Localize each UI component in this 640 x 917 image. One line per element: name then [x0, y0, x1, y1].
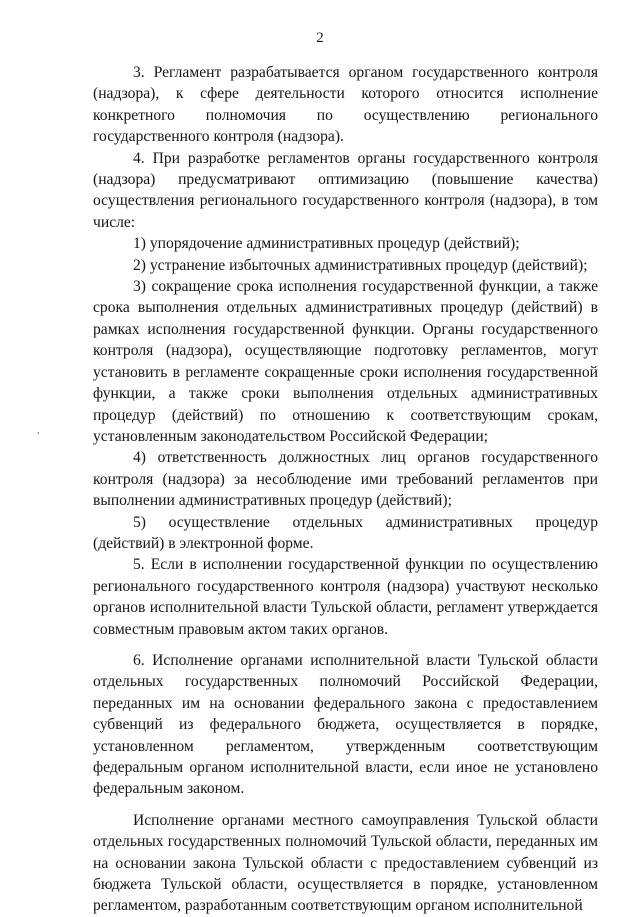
list-item-2: 2) устранение избыточных административных процедур (действий);: [133, 256, 588, 274]
list-item-4: 4) ответственность должностных лиц органов государственного контроля (надзора) за несоблюдение ими требований регламентов при выполнении административных процедур (действий);: [93, 449, 598, 510]
list-item-5: 5) осуществление отдельных административных процедур (действий) в электронной форме.: [93, 513, 598, 552]
paragraph-item-5: 5. Если в исполнении государственной функции по осуществлению регионального государственного контроля (надзора) участвуют несколько органов исполнительной власти Тульской области, регламент утверждается совместным правовым актом таких органов.: [93, 556, 598, 638]
list-item-3: 3) сокращение срока исполнения государственной функции, а также срока выполнения отдельных административных процедур (действий) в рамках исполнения государственной функции. Органы государственного контроля (надзора), осуществляющие подготовку регламентов, могут установить в регламенте сокращенные сроки исполнения государственной функции, а также сроки выполнения отдельных административных процедур (действий) по отношению к соответствующим срокам, установленным законодательством Российской Федерации;: [93, 278, 598, 445]
paragraph-item-4: 4. При разработке регламентов органы государственного контроля (надзора) предусматривают оптимизацию (повышение качества) осуществления регионального государственного контроля (надзора), в том числе:: [93, 149, 598, 231]
paragraph-item-6: 6. Исполнение органами исполнительной власти Тульской области отдельных государственных полномочий Российской Федерации, переданных им на основании федерального закона с предоставлением субвенций из федерального бюджета, осуществляется в порядке, установленном регламентом, утвержденным соответствующим федеральным органом исполнительной власти, если иное не установлено федеральным законом.: [93, 651, 598, 798]
paragraph-item-3: 3. Регламент разрабатывается органом государственного контроля (надзора), к сфере деятельности которого относится исполнение конкретного полномочия по осуществлению регионального государственного контроля (надзора).: [93, 64, 598, 146]
page-number: 2: [316, 30, 324, 46]
scan-mark: ,: [37, 425, 40, 436]
document-body: [93, 62, 598, 917]
paragraph-local-government: Исполнение органами местного самоуправления Тульской области отдельных государственных полномочий Тульской области, переданных им на основании закона Тульской области с предоставлением субвенций из бюджета Тульской области, осуществляется в порядке, установленном регламентом, разработанным соответствующим органом исполнительной: [93, 811, 598, 915]
list-item-1: 1) упорядочение административных процедур (действий);: [133, 235, 520, 253]
